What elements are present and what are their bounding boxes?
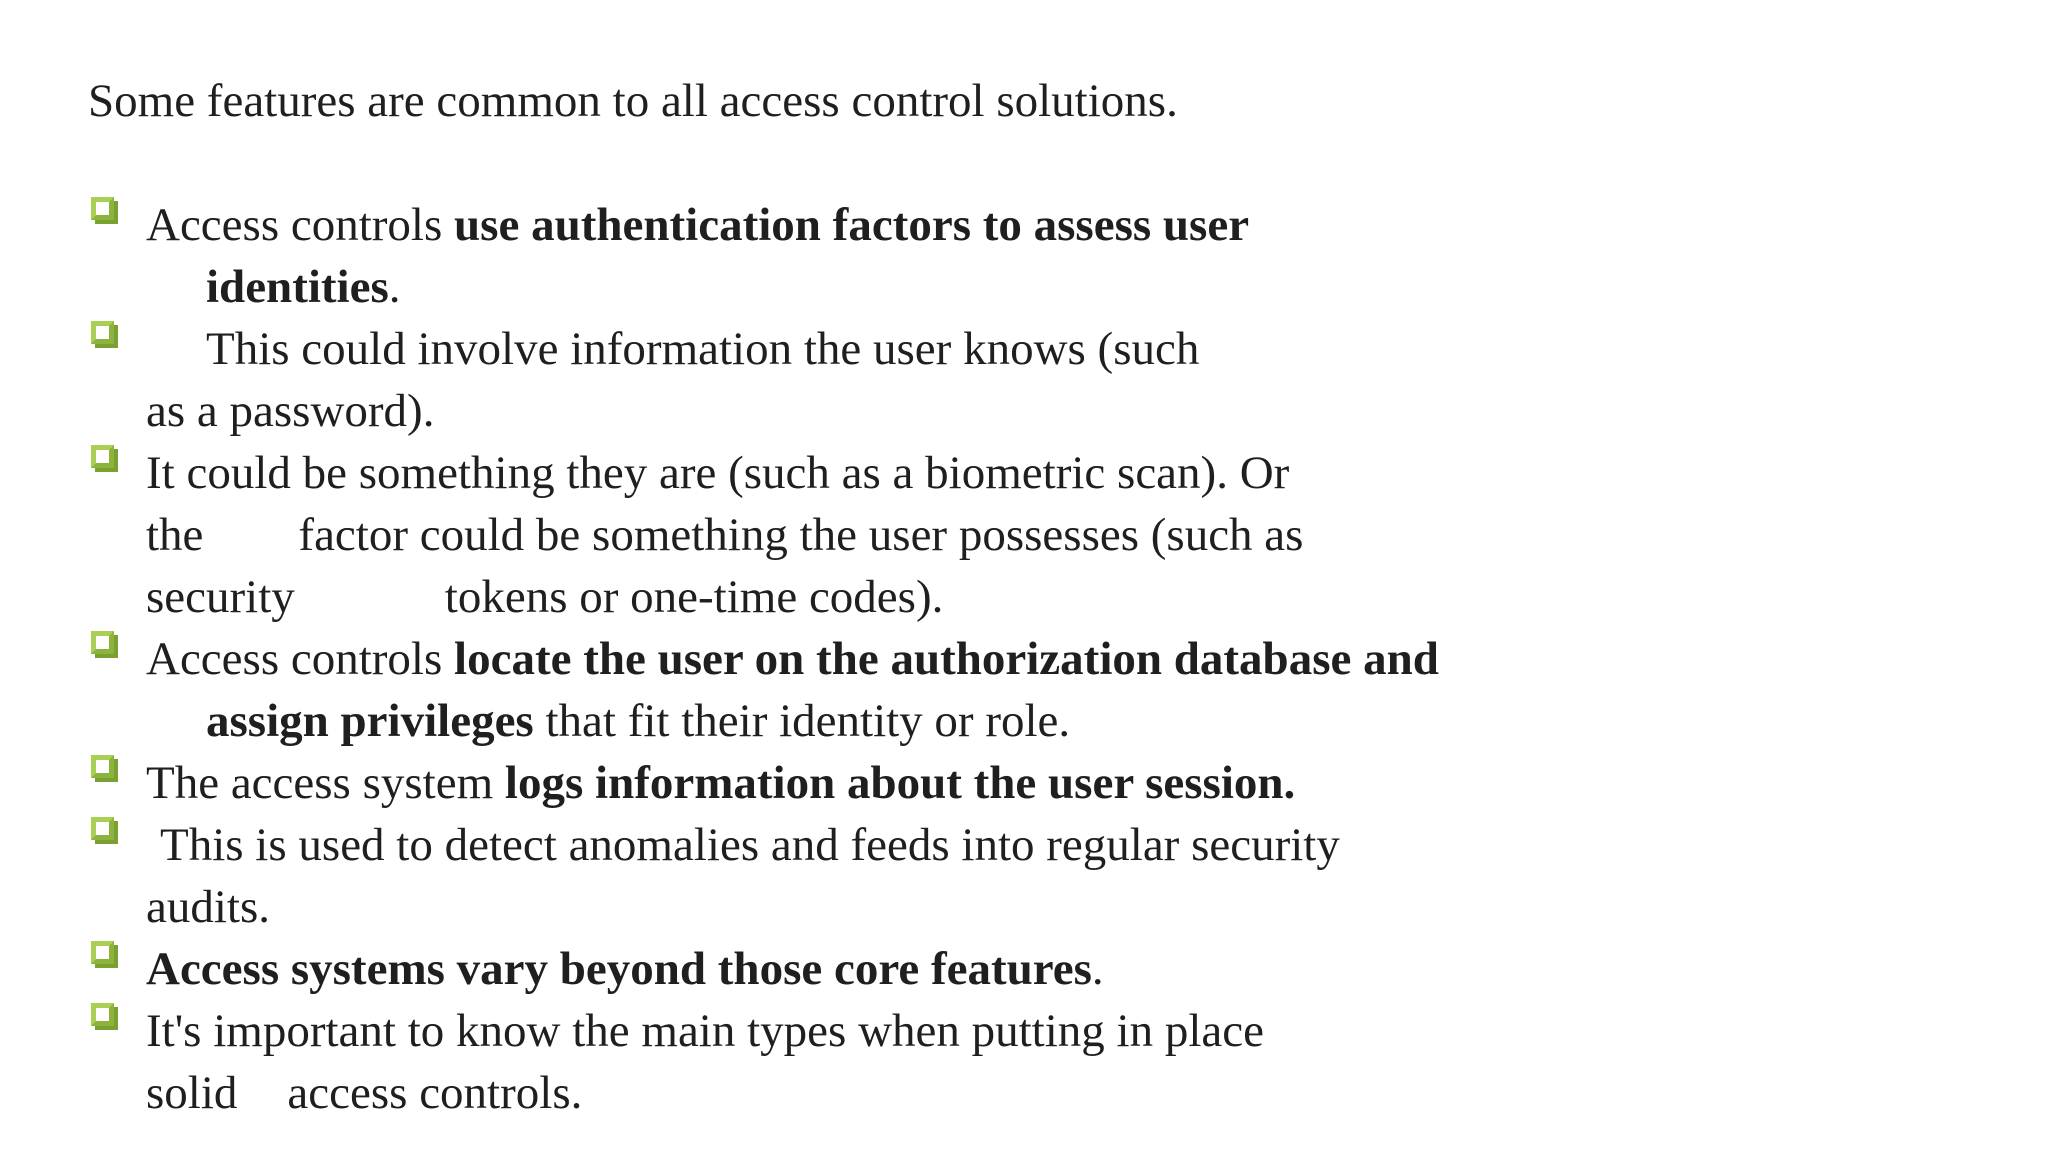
bullet-line: [146, 752, 1439, 814]
bullet-text: Access controls: [146, 199, 455, 251]
bullet-item: [88, 628, 1439, 752]
square-bullet-icon: [91, 445, 114, 468]
bullet-line: [146, 690, 1439, 752]
bullet-text: Access controls: [146, 633, 455, 685]
bullet-line: [146, 256, 1439, 318]
bullet-text: solid: [146, 1067, 238, 1119]
bullet-line: [146, 318, 1439, 380]
bullet-list: [88, 194, 1439, 1124]
bullet-text: The access system: [146, 757, 505, 809]
bullet-item: [88, 752, 1439, 814]
bullet-text: access controls.: [287, 1067, 583, 1119]
bullet-line: [146, 938, 1439, 1000]
square-bullet-icon: [91, 197, 114, 220]
bullet-line: [146, 876, 1439, 938]
bullet-item: [88, 938, 1439, 1000]
square-bullet-icon: [91, 631, 114, 654]
bullet-line: [146, 380, 1439, 442]
bullet-item: [88, 194, 1439, 318]
bullet-text: audits.: [146, 881, 271, 933]
bullet-text: the: [146, 509, 204, 561]
bullet-bold-text: assign privileges: [206, 695, 534, 747]
bullet-bold-text: logs information about the user session.: [504, 757, 1296, 809]
bullet-bold-text: identities: [206, 261, 389, 313]
bullet-text: factor could be something the user possesses (such as: [298, 509, 1304, 561]
bullet-line: [146, 566, 1439, 628]
bullet-text: This could involve information the user knows (such: [206, 323, 1200, 375]
intro-text: Some features are common to all access control solutions.: [88, 75, 1178, 127]
bullet-line: [146, 1062, 1439, 1124]
bullet-line: [146, 628, 1439, 690]
bullet-line: [146, 814, 1439, 876]
bullet-text: .: [1091, 943, 1104, 995]
square-bullet-icon: [91, 1003, 114, 1026]
bullet-item: [88, 1000, 1439, 1124]
bullet-text: This is used to detect anomalies and feeds into regular security: [160, 819, 1340, 871]
bullet-bold-text: Access systems vary beyond those core features: [146, 943, 1092, 995]
bullet-text: security: [146, 571, 295, 623]
square-bullet-icon: [91, 321, 114, 344]
bullet-bold-text: use authentication factors to assess user: [454, 199, 1250, 251]
bullet-line: [146, 1000, 1439, 1062]
bullet-bold-text: locate the user on the authorization database and: [454, 633, 1439, 685]
bullet-text: tokens or one-time codes).: [444, 571, 944, 623]
bullet-text: It's important to know the main types when putting in place: [146, 1005, 1264, 1057]
bullet-line: [146, 504, 1439, 566]
bullet-item: [88, 318, 1439, 442]
bullet-text: as a password).: [146, 385, 435, 437]
bullet-item: [88, 814, 1439, 938]
square-bullet-icon: [91, 817, 114, 840]
square-bullet-icon: [91, 755, 114, 778]
bullet-line: [146, 194, 1439, 256]
bullet-line: [146, 442, 1439, 504]
bullet-item: [88, 442, 1439, 628]
square-bullet-icon: [91, 941, 114, 964]
bullet-text: .: [388, 261, 401, 313]
bullet-text: that fit their identity or role.: [533, 695, 1071, 747]
bullet-text: It could be something they are (such as a biometric scan). Or: [146, 447, 1290, 499]
